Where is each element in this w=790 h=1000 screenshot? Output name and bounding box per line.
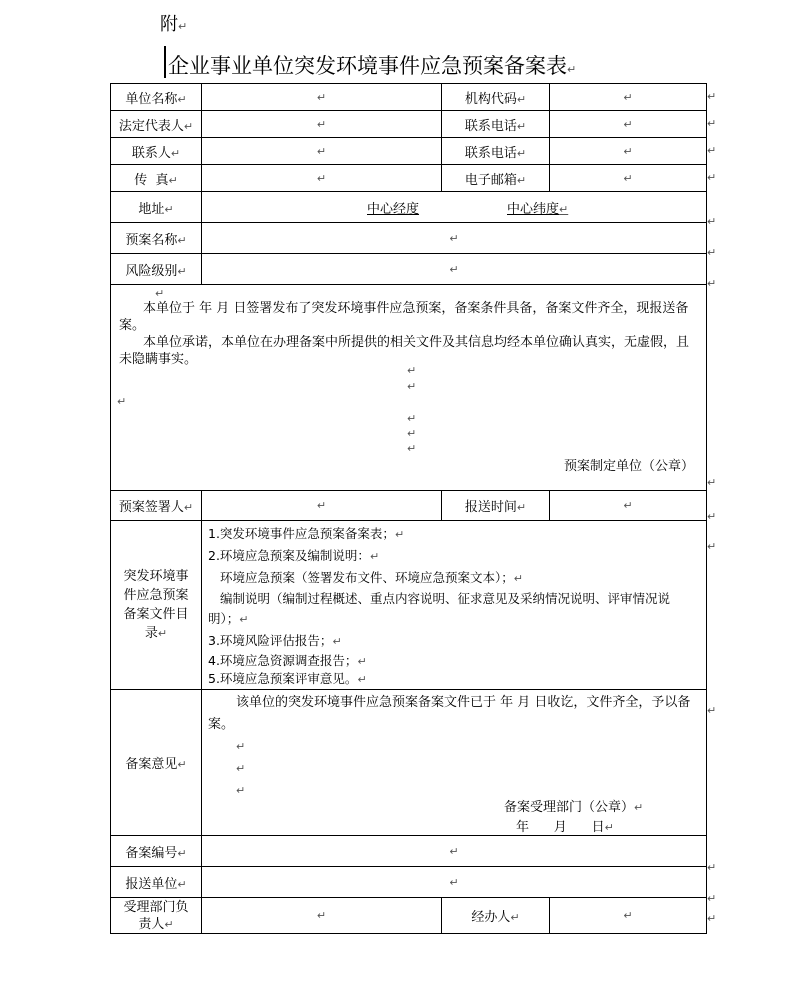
unit-name-label: 单位名称↵ xyxy=(111,84,202,111)
unit-name-field[interactable]: ↵ xyxy=(202,84,442,111)
opinion-cell: 该单位的突发环境事件应急预案备案文件已于 年 月 日收讫，文件齐全，予以备案。 ↵ ↵ ↵ 备案受理部门（公章）↵ 年 月 日↵ xyxy=(202,690,707,836)
phone-label-2: 联系电话↵ xyxy=(442,138,550,165)
phone-field-2[interactable]: ↵ xyxy=(550,138,707,165)
form-title: 企业事业单位突发环境事件应急预案备案表↵ xyxy=(168,54,577,78)
record-no-field[interactable]: ↵ xyxy=(202,836,707,867)
row-end-marks: ↵ ↵ ↵ ↵ xyxy=(707,90,717,184)
docs-item: 2.环境应急预案及编制说明：↵ xyxy=(208,548,380,563)
docs-item: 3.环境风险评估报告；↵ xyxy=(208,633,342,648)
opinion-label: 备案意见↵ xyxy=(111,690,202,836)
phone-label-1: 联系电话↵ xyxy=(442,111,550,138)
docs-item: 5.环境应急预案评审意见。↵ xyxy=(208,671,367,686)
email-label: 电子邮箱↵ xyxy=(442,165,550,192)
row-end-marks-2: ↵ ↵ ↵ xyxy=(707,215,717,290)
docs-item: 环境应急预案（签署发布文件、环境应急预案文本）；↵ xyxy=(220,570,523,585)
dept-head-label: 受理部门负责人↵ xyxy=(111,898,202,934)
phone-field-1[interactable]: ↵ xyxy=(550,111,707,138)
row-end-mark: ↵ xyxy=(707,704,717,717)
contact-label: 联系人↵ xyxy=(111,138,202,165)
docs-list xyxy=(202,521,707,690)
email-field[interactable]: ↵ xyxy=(550,165,707,192)
longitude-label: 中心经度 xyxy=(367,201,420,217)
risk-level-field[interactable]: ↵ xyxy=(202,254,707,285)
docs-item: 1.突发环境事件应急预案备案表；↵ xyxy=(208,526,405,541)
submit-time-label: 报送时间↵ xyxy=(442,491,550,521)
signer-field[interactable]: ↵ xyxy=(202,491,442,521)
latitude-label: 中心纬度 xyxy=(507,201,560,217)
opinion-date-label: 年 月 日↵ xyxy=(516,820,614,835)
plan-name-label: 预案名称↵ xyxy=(111,223,202,254)
row-end-marks-3: ↵ ↵ xyxy=(707,861,717,905)
submit-time-field[interactable]: ↵ xyxy=(550,491,707,521)
address-field[interactable]: 中心经度 中心纬度↵ xyxy=(202,192,707,223)
declaration-text-1: 本单位于 年 月 日签署发布了突发环境事件应急预案，备案条件具备，备案文件齐全，现报送备案。 xyxy=(119,301,689,333)
handler-label: 经办人↵ xyxy=(442,898,550,934)
row-end-mark: ↵ xyxy=(707,510,717,523)
signer-label: 预案签署人↵ xyxy=(111,491,202,521)
docs-item: 4.环境应急资源调查报告；↵ xyxy=(208,653,367,668)
docs-item: 编制说明（编制过程概述、重点内容说明、征求意见及采纳情况说明、评审情况说明）；↵ xyxy=(208,591,671,626)
declaration-stamp-label: 预案制定单位（公章） xyxy=(563,459,694,474)
opinion-text: 该单位的突发环境事件应急预案备案文件已于 年 月 日收讫，文件齐全，予以备案。 xyxy=(208,695,691,732)
address-label: 地址↵ xyxy=(111,192,202,223)
handler-field[interactable]: ↵ xyxy=(550,898,707,934)
dept-head-field[interactable]: ↵ xyxy=(202,898,442,934)
plan-name-field[interactable]: ↵ xyxy=(202,223,707,254)
appendix-label: 附↵ xyxy=(160,14,188,35)
fax-field[interactable]: ↵ xyxy=(202,165,442,192)
submit-unit-field[interactable]: ↵ xyxy=(202,867,707,898)
submit-unit-label: 报送单位↵ xyxy=(111,867,202,898)
legal-rep-field[interactable]: ↵ xyxy=(202,111,442,138)
row-end-mark: ↵ xyxy=(707,476,717,489)
org-code-label: 机构代码↵ xyxy=(442,84,550,111)
text-cursor xyxy=(164,46,166,78)
fax-label: 传 真↵ xyxy=(111,165,202,192)
legal-rep-label: 法定代表人↵ xyxy=(111,111,202,138)
org-code-field[interactable]: ↵ xyxy=(550,84,707,111)
docs-label: 突发环境事件应急预案备案文件目录↵ xyxy=(111,521,202,690)
row-end-mark: ↵ xyxy=(707,540,717,553)
declaration-cell: ↵ 本单位于 年 月 日签署发布了突发环境事件应急预案，备案条件具备，备案文件齐全，现报送备案。 本单位承诺，本单位在办理备案中所提供的相关文件及其信息均经本单位确认真实，无虚假，且未隐瞒事实。 ↵ ↵ ↵ ↵ ↵ ↵ 预案制定单位（公章） xyxy=(111,285,707,491)
row-end-mark: ↵ xyxy=(707,912,717,925)
risk-level-label: 风险级别↵ xyxy=(111,254,202,285)
declaration-text-2: 本单位承诺，本单位在办理备案中所提供的相关文件及其信息均经本单位确认真实，无虚假，且未隐瞒事实。 xyxy=(119,335,690,367)
contact-field[interactable]: ↵ xyxy=(202,138,442,165)
opinion-dept-label: 备案受理部门（公章）↵ xyxy=(504,800,644,815)
record-no-label: 备案编号↵ xyxy=(111,836,202,867)
record-form-table xyxy=(110,83,707,934)
